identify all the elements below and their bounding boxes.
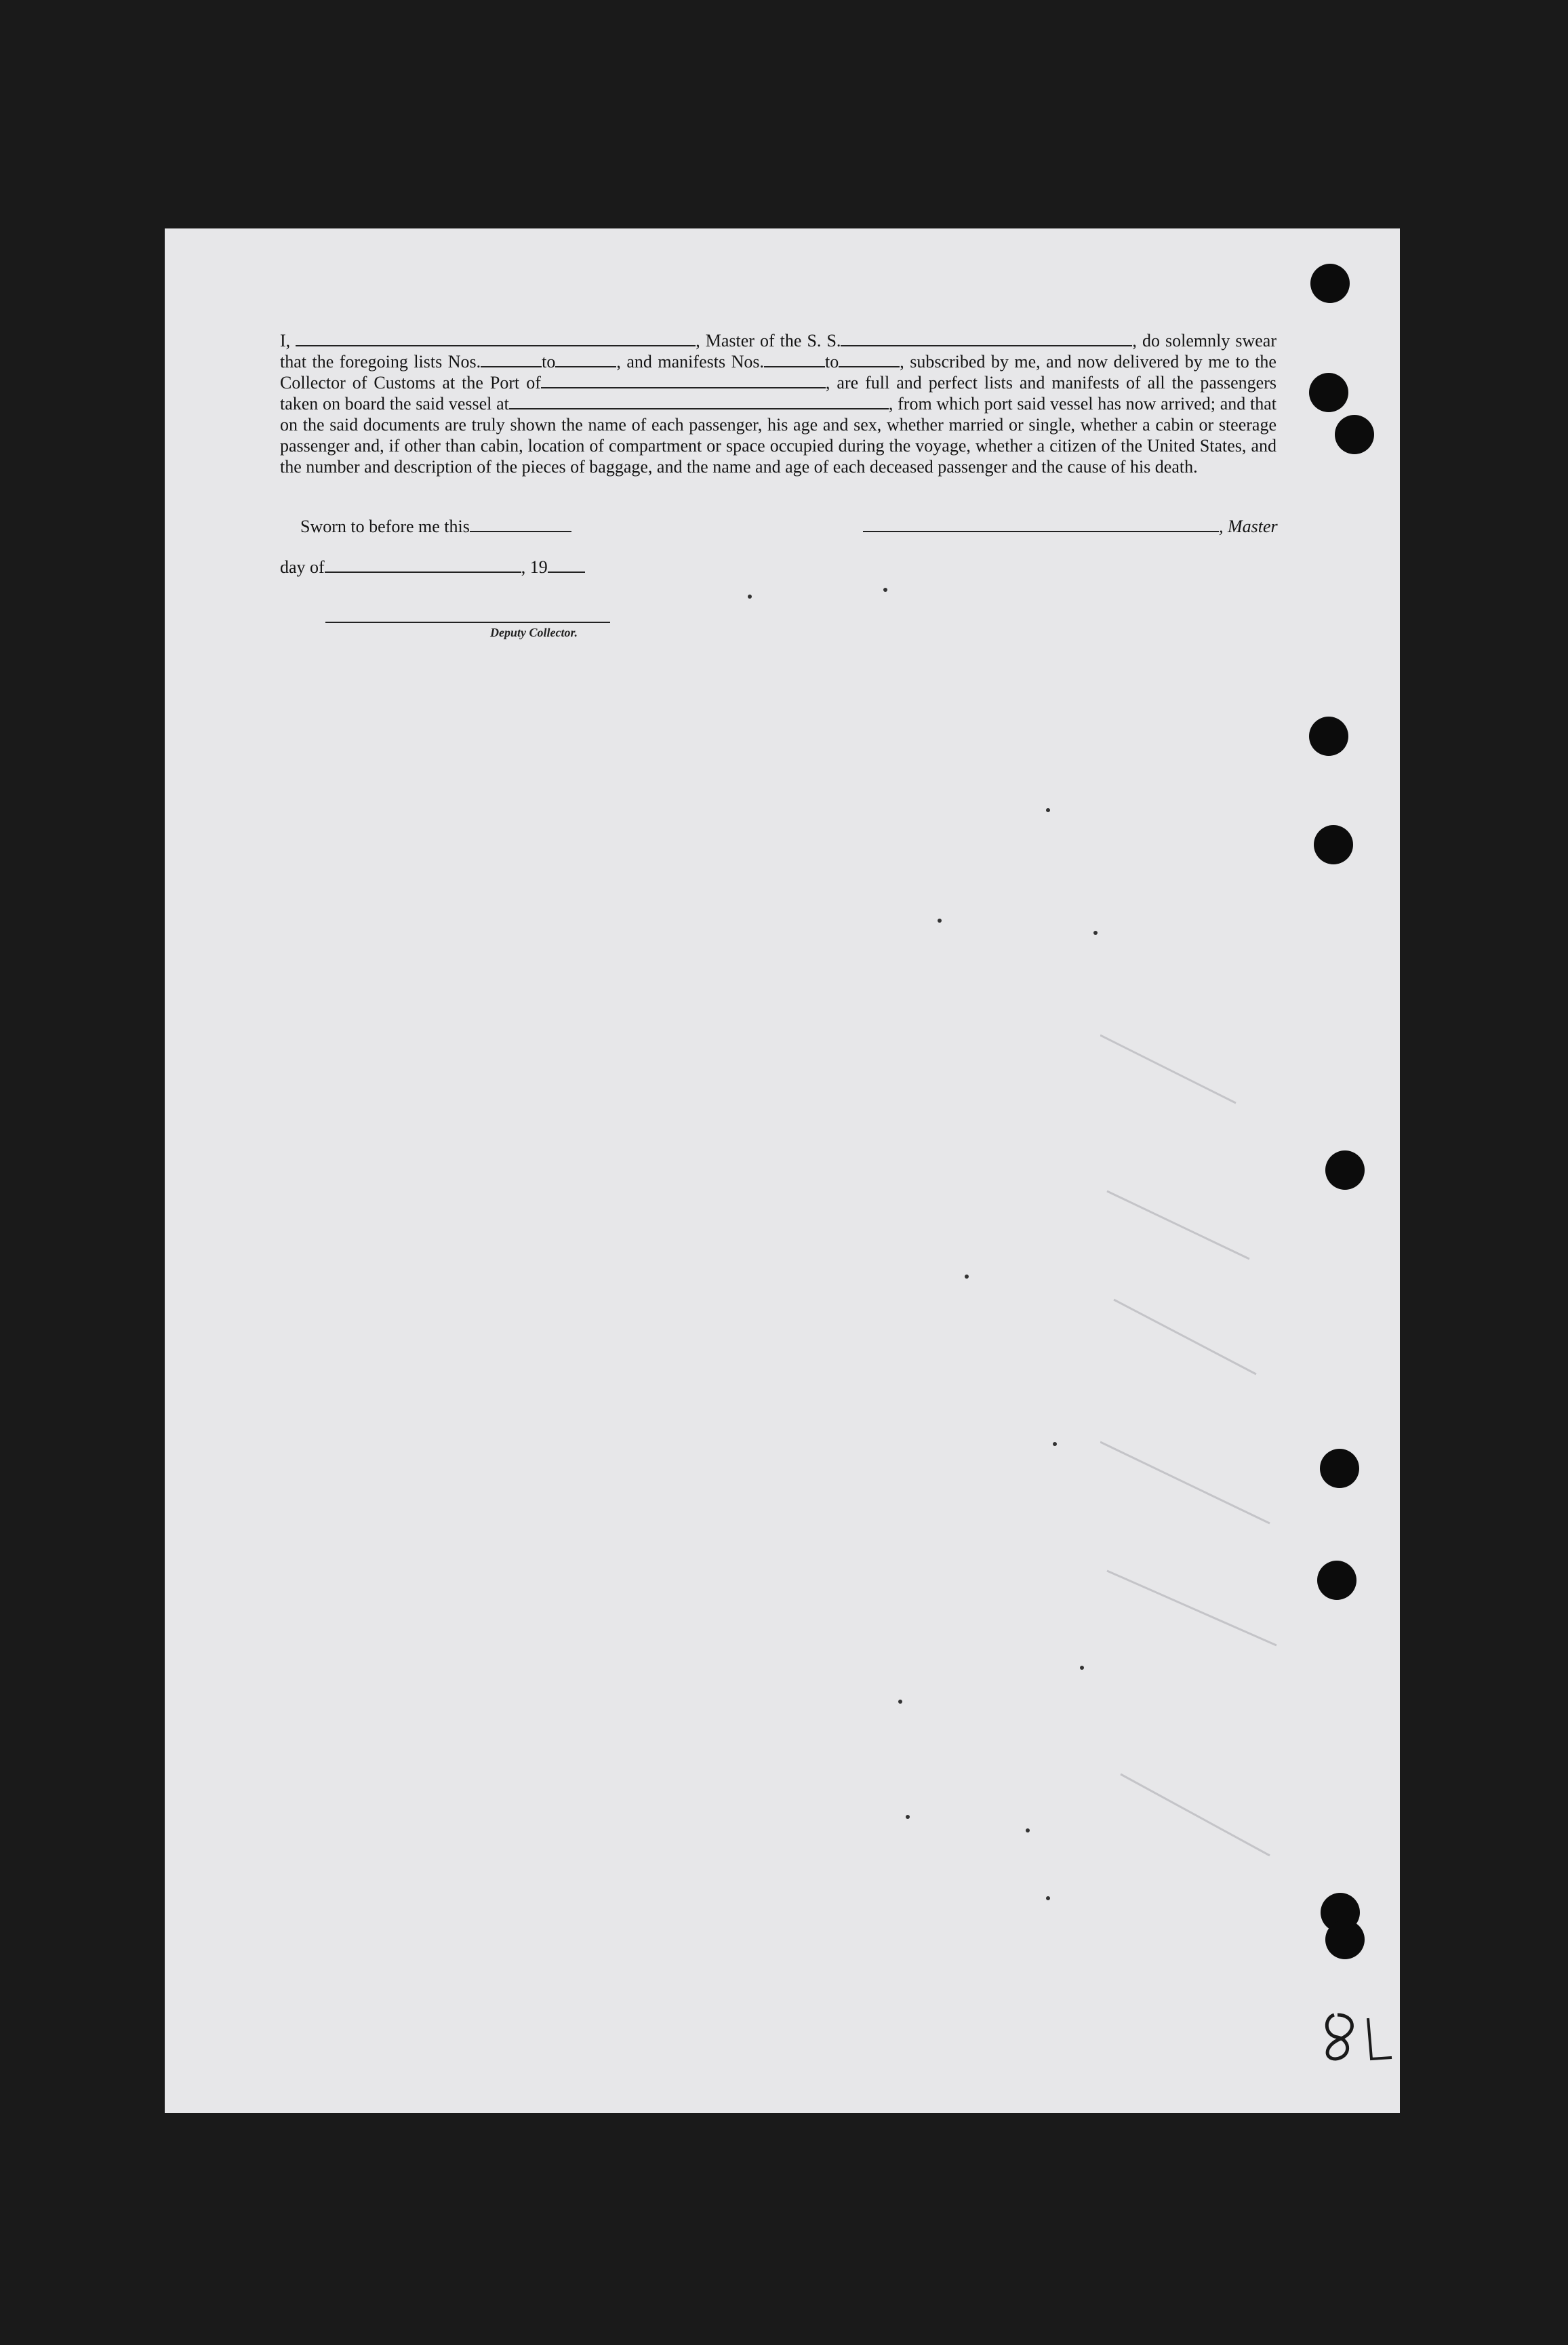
oath-text: to bbox=[542, 352, 556, 372]
bleed-through-marks bbox=[1100, 1008, 1304, 2025]
punch-hole bbox=[1317, 1561, 1356, 1600]
master-label: , Master bbox=[1219, 517, 1278, 536]
ink-speck bbox=[965, 1275, 969, 1279]
oath-text: , and manifests Nos. bbox=[616, 352, 764, 372]
oath-text: , are full and perfect lists and manifests of all the passengers taken on board the said vessel at bbox=[280, 373, 1276, 414]
sworn-label: Sworn to before me this bbox=[300, 517, 470, 536]
ink-speck bbox=[1046, 808, 1050, 812]
oath-text: , do solemnly swear that the foregoing lists Nos. bbox=[280, 331, 1276, 372]
oath-text: , from which port said vessel has now arrived; and that on the said documents are truly shown the name of each passenger, his age and sex, whether married or single, whether a cabin or steerage passenger and, if other than cabin, location of compartment or space occupied during the voyage, whether a citizen of the United States, and the number and description of the pieces of baggage, and the name and age of each deceased passenger and the cause of his death. bbox=[280, 394, 1276, 477]
manifest-page bbox=[165, 228, 1400, 2113]
deputy-collector-label: Deputy Collector. bbox=[490, 626, 578, 639]
oath-text: , subscribed by me, and now delivered by me to the Collector of Customs at the Port of bbox=[280, 352, 1276, 393]
day-of-label: day of bbox=[280, 557, 325, 577]
punch-hole bbox=[1325, 1920, 1365, 1959]
punch-hole bbox=[1325, 1150, 1365, 1190]
punch-hole bbox=[1314, 825, 1353, 864]
ink-speck bbox=[883, 588, 887, 592]
punch-hole bbox=[1309, 373, 1348, 412]
ink-speck bbox=[898, 1700, 902, 1704]
punch-hole bbox=[1310, 264, 1350, 303]
ink-speck bbox=[1093, 931, 1098, 935]
oath-text: to bbox=[824, 352, 839, 372]
jurat-block bbox=[280, 517, 585, 598]
master-signature bbox=[863, 517, 1278, 537]
punch-hole bbox=[1335, 415, 1374, 454]
oath-paragraph bbox=[280, 330, 1276, 477]
ink-speck bbox=[938, 919, 942, 923]
ink-speck bbox=[1026, 1828, 1030, 1832]
year-label: , 19 bbox=[521, 557, 548, 577]
punch-hole bbox=[1309, 717, 1348, 756]
oath-text: I, bbox=[280, 331, 296, 350]
ink-speck bbox=[1053, 1442, 1057, 1446]
oath-text: , Master of the S. S. bbox=[696, 331, 841, 350]
ink-speck bbox=[1046, 1896, 1050, 1900]
ink-speck bbox=[906, 1815, 910, 1819]
deputy-signature-line bbox=[325, 622, 610, 623]
handwritten-mark bbox=[1321, 2005, 1395, 2066]
ink-speck bbox=[748, 595, 752, 599]
punch-hole bbox=[1320, 1449, 1359, 1488]
ink-speck bbox=[1080, 1666, 1084, 1670]
